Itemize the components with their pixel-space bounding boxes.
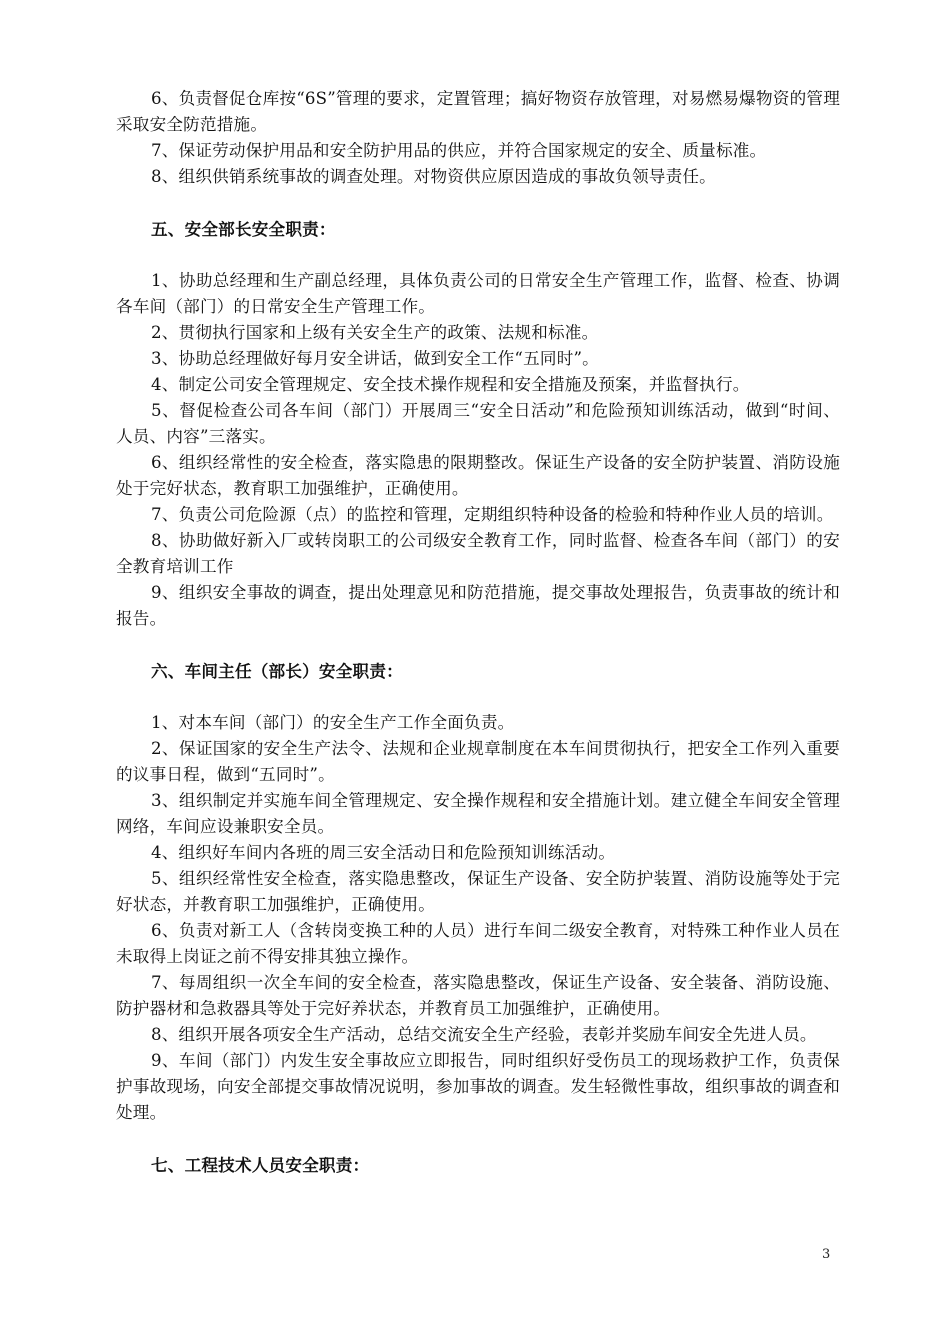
paragraph: 6、组织经常性的安全检查，落实隐患的限期整改。保证生产设备的安全防护装置、消防设施处于完好状态，教育职工加强维护，正确使用。 <box>116 453 840 498</box>
paragraph: 1、对本车间（部门）的安全生产工作全面负责。 <box>151 713 515 732</box>
paragraph: 8、组织开展各项安全生产活动，总结交流安全生产经验，表彰并奖励车间安全先进人员。 <box>151 1025 817 1044</box>
section-heading-5: 五、安全部长安全职责： <box>151 219 336 239</box>
section-heading-6: 六、车间主任（部长）安全职责： <box>151 661 403 681</box>
document-body <box>116 86 840 1204</box>
paragraph: 4、组织好车间内各班的周三安全活动日和危险预知训练活动。 <box>151 843 616 862</box>
paragraph: 6、负责督促仓库按“6S”管理的要求，定置管理；搞好物资存放管理，对易燃易爆物资的管理采取安全防范措施。 <box>116 89 840 134</box>
paragraph: 9、车间（部门）内发生安全事故应立即报告，同时组织好受伤员工的现场救护工作，负责保护事故现场，向安全部提交事故情况说明，参加事故的调查。发生轻微性事故，组织事故的调查和处理。 <box>116 1051 840 1122</box>
paragraph: 1、协助总经理和生产副总经理，具体负责公司的日常安全生产管理工作，监督、检查、协调各车间（部门）的日常安全生产管理工作。 <box>116 271 840 316</box>
paragraph: 3、协助总经理做好每月安全讲话，做到安全工作“五同时”。 <box>151 349 599 368</box>
paragraph: 8、组织供销系统事故的调查处理。对物资供应原因造成的事故负领导责任。 <box>151 167 716 186</box>
paragraph: 4、制定公司安全管理规定、安全技术操作规程和安全措施及预案，并监督执行。 <box>151 375 750 394</box>
paragraph: 7、每周组织一次全车间的安全检查，落实隐患整改，保证生产设备、安全装备、消防设施、防护器材和急救器具等处于完好养状态，并教育员工加强维护，正确使用。 <box>116 973 840 1018</box>
paragraph: 2、贯彻执行国家和上级有关安全生产的政策、法规和标准。 <box>151 323 599 342</box>
paragraph: 3、组织制定并实施车间全管理规定、安全操作规程和安全措施计划。建立健全车间安全管理网络，车间应设兼职安全员。 <box>116 791 840 836</box>
section-heading-7: 七、工程技术人员安全职责： <box>151 1155 370 1175</box>
paragraph: 2、保证国家的安全生产法令、法规和企业规章制度在本车间贯彻执行，把安全工作列入重要的议事日程，做到“五同时”。 <box>116 739 840 784</box>
paragraph: 6、负责对新工人（含转岗变换工种的人员）进行车间二级安全教育，对特殊工种作业人员在未取得上岗证之前不得安排其独立操作。 <box>116 921 840 966</box>
paragraph: 7、保证劳动保护用品和安全防护用品的供应，并符合国家规定的安全、质量标准。 <box>151 141 767 160</box>
page-number: 3 <box>822 1247 831 1262</box>
paragraph: 5、督促检查公司各车间（部门）开展周三“安全日活动”和危险预知训练活动，做到“时间、人员、内容”三落实。 <box>116 401 840 446</box>
paragraph: 8、协助做好新入厂或转岗职工的公司级安全教育工作，同时监督、检查各车间（部门）的安全教育培训工作 <box>116 531 840 576</box>
paragraph: 5、组织经常性安全检查，落实隐患整改，保证生产设备、安全防护装置、消防设施等处于完好状态，并教育职工加强维护，正确使用。 <box>116 869 840 914</box>
paragraph: 7、负责公司危险源（点）的监控和管理，定期组织特种设备的检验和特种作业人员的培训。 <box>151 505 834 524</box>
paragraph: 9、组织安全事故的调查，提出处理意见和防范措施，提交事故处理报告，负责事故的统计和报告。 <box>116 583 840 628</box>
